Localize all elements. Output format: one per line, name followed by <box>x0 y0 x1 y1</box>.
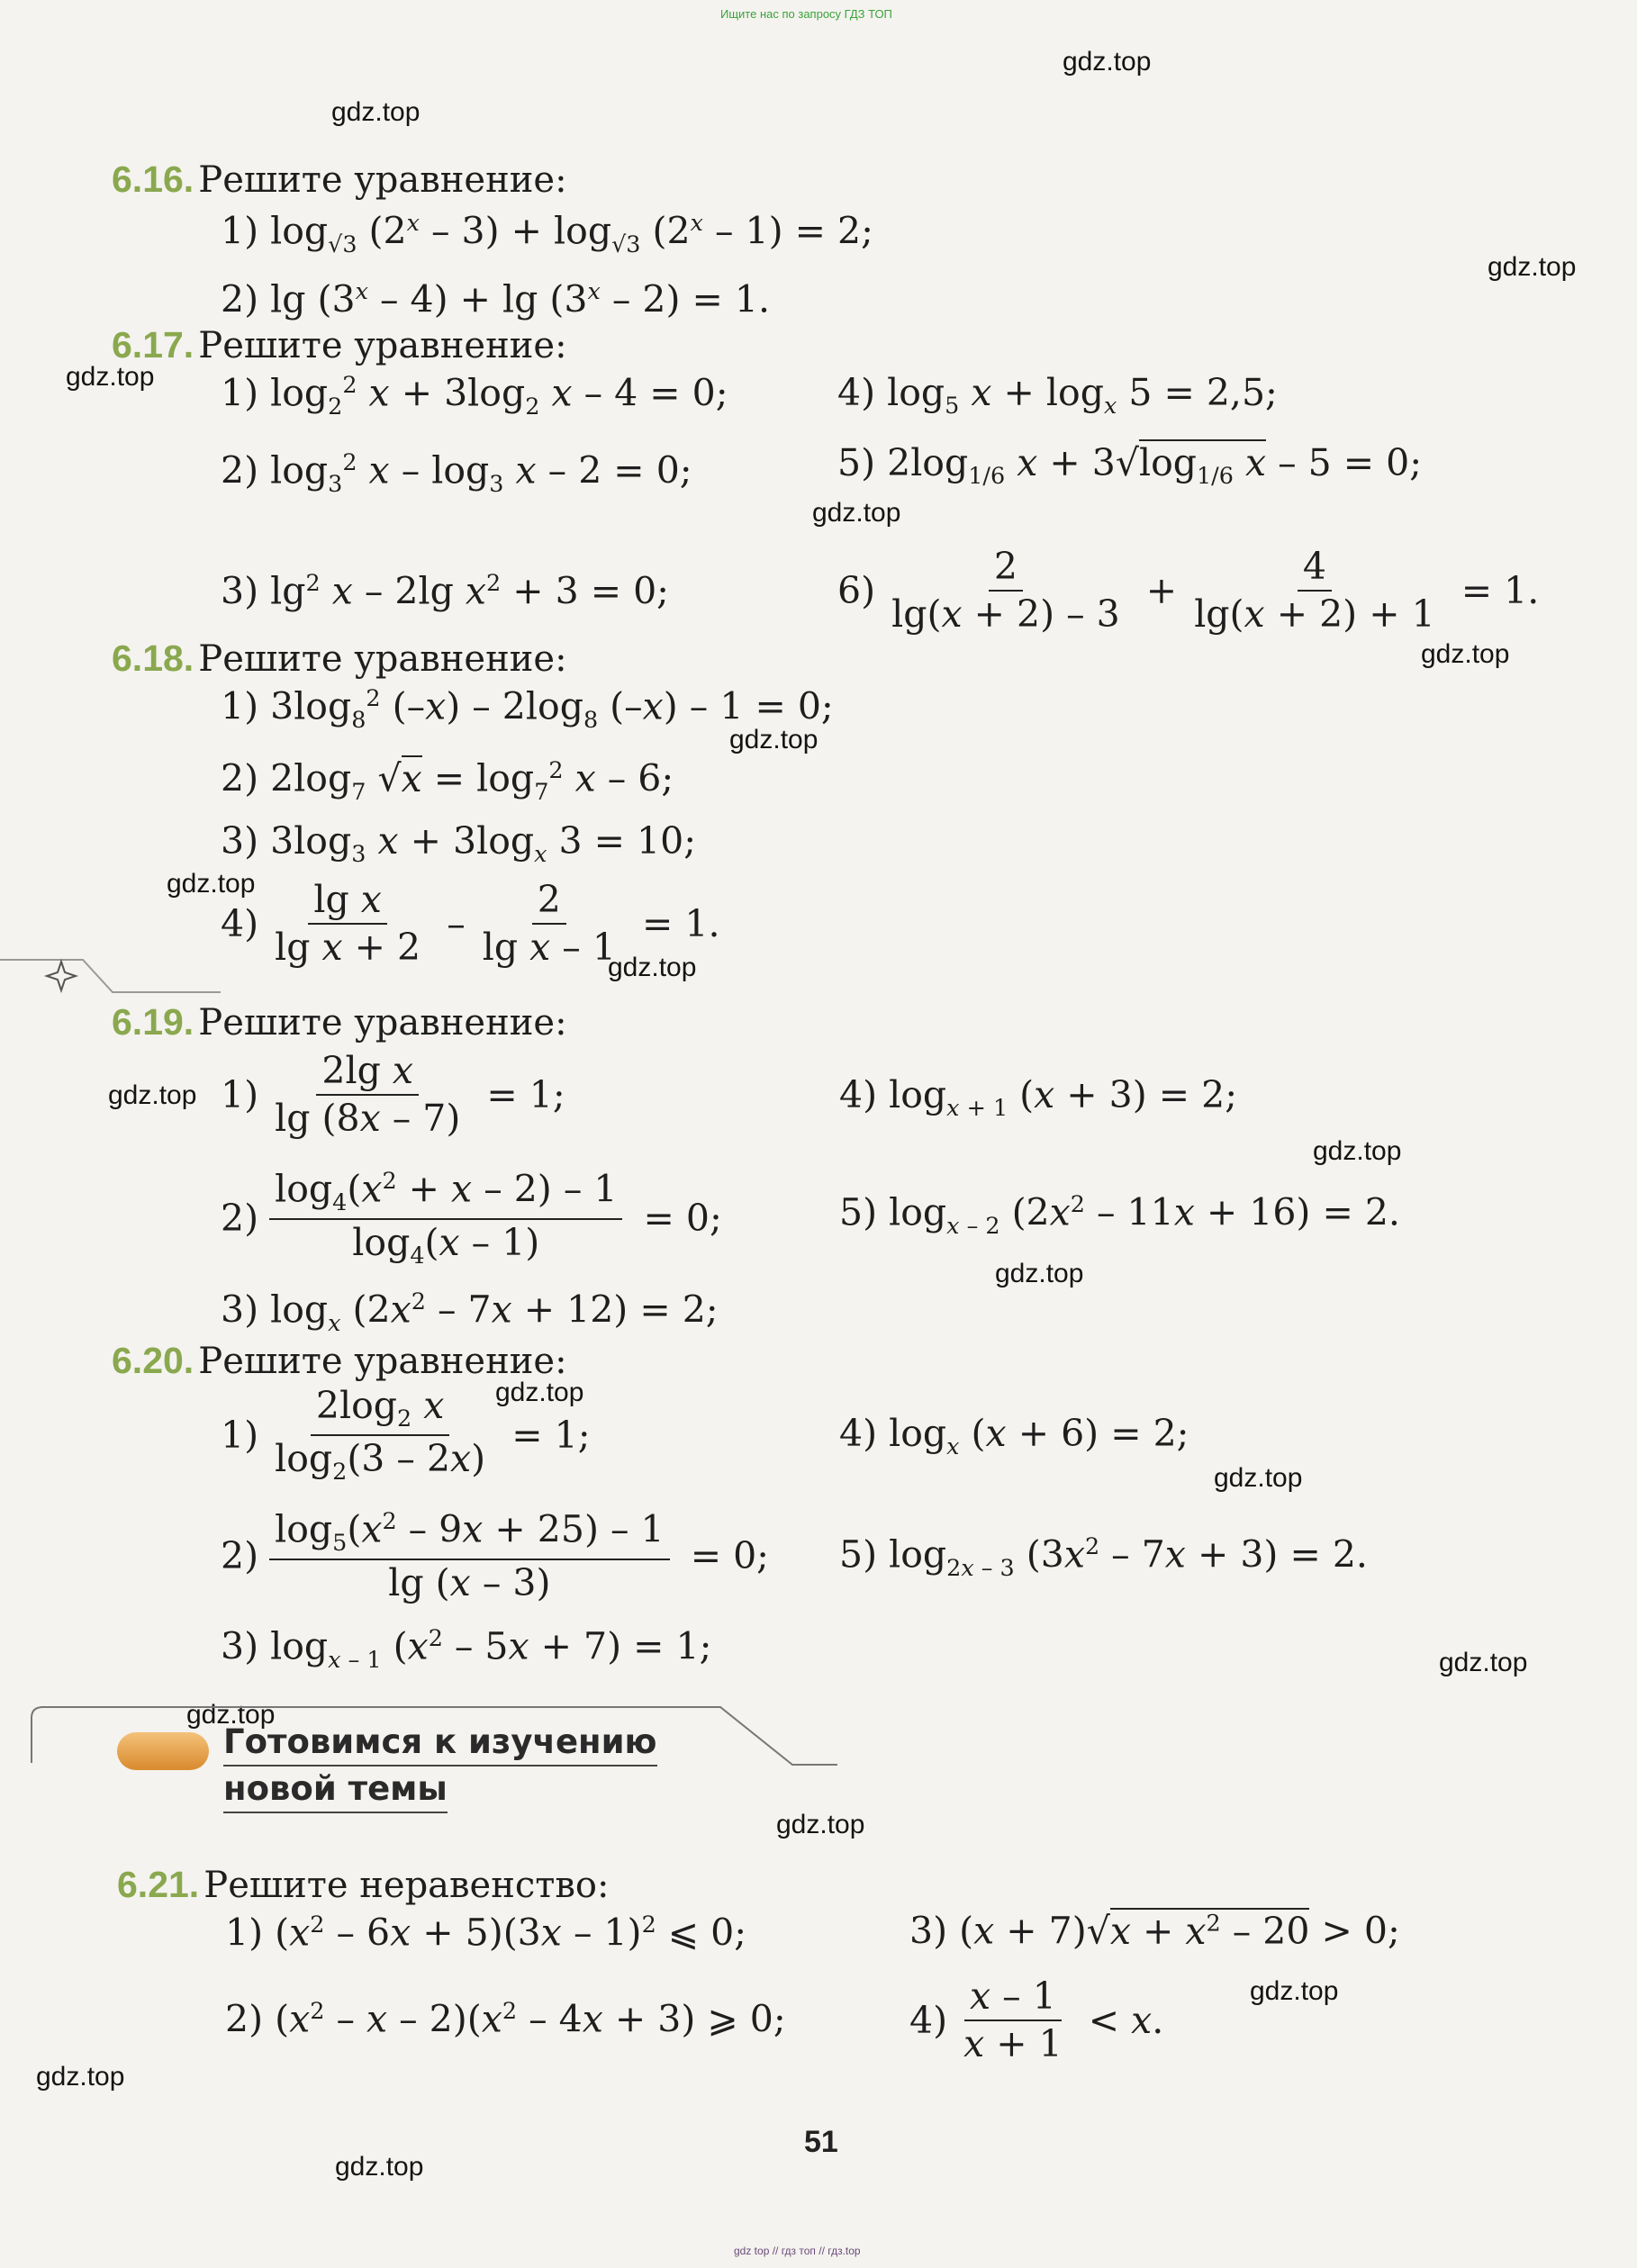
header-note: Ищите нас по запросу ГДЗ ТОП <box>720 7 892 21</box>
watermark: gdz.top <box>167 869 256 899</box>
watermark: gdz.top <box>335 2152 424 2182</box>
equation-6-19-5: 5) $\log_{x - 2} (2x^2 - 11x + 16) = 2$. <box>839 1190 1400 1239</box>
equation-6-20-4: 4) $\log_x (x + 6) = 2$; <box>839 1412 1189 1460</box>
equation-6-17-3: 3) $\lg^2 x - 2\lg$ $x^2 + 3 = 0$; <box>221 569 669 613</box>
equation-6-18-3: 3) $3\log_3$ $x + 3\log_x$ 3 = 10; <box>221 819 697 868</box>
equation-6-19-3: 3) $\log_x (2x^2 - 7x + 12) = 2$; <box>221 1288 719 1336</box>
equation-6-20-1: 1) $\frac{2\log_2 x}{\log_2(3 - 2x)}$ = 1; <box>221 1384 591 1486</box>
section-badge <box>117 1732 209 1770</box>
footer-note: gdz top // гдз топ // гдз.top <box>734 2245 861 2257</box>
watermark: gdz.top <box>186 1700 276 1730</box>
equation-6-17-6: 6) $\frac{2}{\lg(x + 2) - 3}$ + $\frac{4}{\lg(x + 2) + 1}$ = 1. <box>837 545 1540 637</box>
equation-6-17-2: 2) $\log_3^2 x - \log_3 x - 2 = 0$; <box>221 448 692 497</box>
equation-6-18-1: 1) $3\log_8^2$ $(-x) - 2\log_8$ (–x) – 1 = 0; <box>221 684 834 733</box>
watermark: gdz.top <box>495 1378 584 1407</box>
problem-6-21-header: 6.21. Решите неравенство: <box>117 1864 610 1906</box>
equation-6-19-4: 4) $\log_{x + 1} (x + 3) = 2$; <box>839 1073 1238 1122</box>
watermark: gdz.top <box>1063 47 1152 77</box>
watermark: gdz.top <box>1214 1463 1303 1493</box>
problem-6-19-header: 6.19. Решите уравнение: <box>112 1001 567 1044</box>
inequality-6-21-3: 3) $(x + 7)√x + x^2 - 20 > 0$; <box>909 1909 1400 1953</box>
inequality-6-21-2: 2) $(x^2 - x - 2)(x^2 - 4x + 3)$ ⩾ 0; <box>225 1997 786 2041</box>
equation-6-19-1: 1) $\frac{\text{2lg x}}{\lg (8x - 7)}$ = 1; <box>221 1049 565 1141</box>
equation-6-18-2: 2) $2\log_7$ $√x = \log_7^2 x - 6$; <box>221 756 674 805</box>
star-icon <box>47 962 76 990</box>
problem-6-17-header: 6.17. Решите уравнение: <box>112 324 567 366</box>
watermark: gdz.top <box>1439 1648 1528 1677</box>
watermark: gdz.top <box>36 2062 125 2092</box>
watermark: gdz.top <box>812 498 901 528</box>
equation-6-16-1: 1) $\log_{√3} (2^x - 3) + \log_{√3} (2^x - 1) = 2$; <box>221 209 873 258</box>
equation-6-17-4: 4) $\log_5 x + \log_x 5 = 2,5$; <box>837 371 1278 420</box>
watermark: gdz.top <box>1488 252 1577 282</box>
problem-6-20-header: 6.20. Решите уравнение: <box>112 1340 567 1382</box>
watermark: gdz.top <box>995 1259 1084 1288</box>
inequality-6-21-1: 1) $(x^2 - 6x + 5)(3x - 1)^2$ ⩽ 0; <box>225 1911 747 1955</box>
equation-6-17-5: 5) $2\log_{1/6}$ $x + 3√\log_{1/6}$ x – 5 = 0; <box>837 441 1423 490</box>
watermark: gdz.top <box>108 1080 197 1110</box>
watermark: gdz.top <box>1250 1976 1339 2006</box>
watermark: gdz.top <box>608 953 697 982</box>
equation-6-18-4: 4) $\frac{\text{lg x}}{\text{lg x + 2}}$ – $\frac{2}{\text{lg x – 1}}$ = 1. <box>221 878 720 970</box>
section-title: Готовимся к изучению новой темы <box>223 1720 657 1813</box>
equation-6-16-2: 2) lg (3$^x$ – 4) + lg (3$^x$ – 2) = 1. <box>221 277 771 321</box>
problem-6-18-header: 6.18. Решите уравнение: <box>112 637 567 680</box>
watermark: gdz.top <box>776 1810 865 1839</box>
watermark: gdz.top <box>66 362 155 392</box>
equation-6-20-3: 3) $\log_{x - 1} (x^2 - 5x + 7) = 1$; <box>221 1624 712 1673</box>
watermark: gdz.top <box>1421 639 1510 669</box>
equation-6-17-1: 1) $\log_2^2 x + 3\log_2$ x – 4 = 0; <box>221 371 728 420</box>
problem-6-16-header: 6.16. Решите уравнение: <box>112 158 567 201</box>
equation-6-19-2: 2) $\frac{\log_4(x^2 + x - 2) - 1}{\log_4(x - 1)}$ = 0; <box>221 1167 722 1269</box>
equation-6-20-5: 5) $\log_{2x - 3} (3x^2 - 7x + 3) = 2$. <box>839 1532 1368 1581</box>
page-number: 51 <box>804 2125 838 2159</box>
watermark: gdz.top <box>1313 1136 1402 1166</box>
equation-6-20-2: 2) $\frac{\log_5(x^2 - 9x + 25) - 1}{\lg (x - 3)}$ = 0; <box>221 1507 769 1604</box>
watermark: gdz.top <box>729 725 818 754</box>
inequality-6-21-4: 4) $\frac{x - 1}{x + 1}$ < x. <box>909 1974 1164 2066</box>
watermark: gdz.top <box>331 97 421 127</box>
section-divider <box>0 945 234 1008</box>
